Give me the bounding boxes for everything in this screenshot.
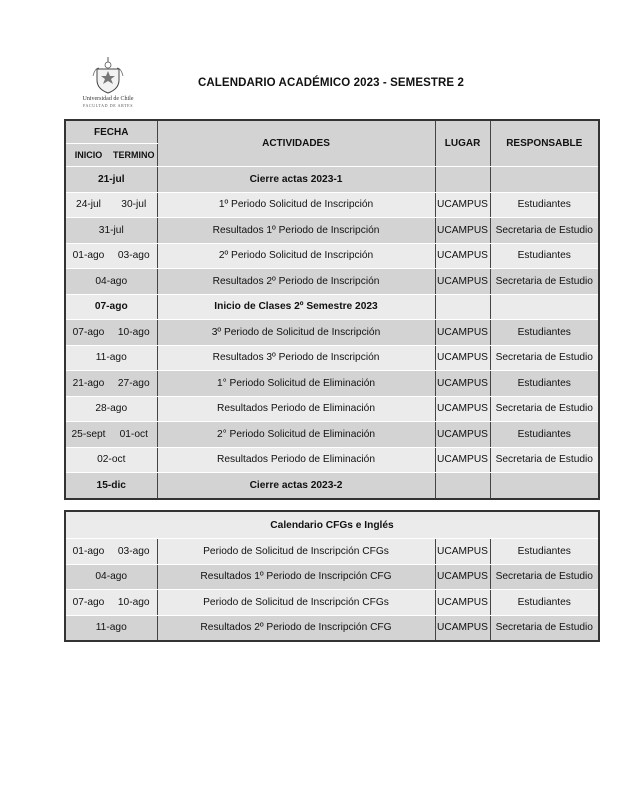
activity: 3º Periodo de Solicitud de Inscripción [157, 320, 435, 346]
col-header-termino: TERMINO [111, 144, 157, 167]
location: UCAMPUS [435, 615, 490, 641]
activity: Resultados 2º Periodo de Inscripción [157, 269, 435, 295]
date-end: 10-ago [111, 320, 157, 346]
col-header-inicio: INICIO [65, 144, 111, 167]
location: UCAMPUS [435, 243, 490, 269]
date: 11-ago [65, 615, 157, 641]
table-row [65, 564, 599, 590]
location: UCAMPUS [435, 218, 490, 244]
date: 28-ago [65, 396, 157, 422]
responsible: Estudiantes [490, 192, 599, 218]
col-header-actividades: ACTIVIDADES [157, 120, 435, 167]
activity: Cierre actas 2023-2 [157, 473, 435, 499]
col-header-responsable: RESPONSABLE [490, 120, 599, 167]
university-name: Universidad de Chile [82, 96, 134, 102]
location: UCAMPUS [435, 192, 490, 218]
location: UCAMPUS [435, 320, 490, 346]
activity: 2º Periodo Solicitud de Inscripción [157, 243, 435, 269]
activity: Resultados 1º Periodo de Inscripción CFG [157, 564, 435, 590]
table-row [65, 243, 599, 269]
date-start: 01-ago [65, 539, 111, 565]
activity: Resultados Periodo de Eliminación [157, 396, 435, 422]
date-start: 07-ago [65, 590, 111, 616]
location: UCAMPUS [435, 396, 490, 422]
table-row [65, 345, 599, 371]
date-start: 24-jul [65, 192, 111, 218]
table-row [65, 447, 599, 473]
responsible: Estudiantes [490, 422, 599, 448]
location: UCAMPUS [435, 564, 490, 590]
table-row [65, 539, 599, 565]
activity: Inicio de Clases 2º Semestre 2023 [157, 294, 435, 320]
activity: Resultados 2º Periodo de Inscripción CFG [157, 615, 435, 641]
date: 11-ago [65, 345, 157, 371]
activity: Cierre actas 2023-1 [157, 167, 435, 193]
table-row [65, 294, 599, 320]
responsible [490, 473, 599, 499]
activity: 1º Periodo Solicitud de Inscripción [157, 192, 435, 218]
location: UCAMPUS [435, 590, 490, 616]
date-end: 30-jul [111, 192, 157, 218]
table-row [65, 422, 599, 448]
table-row [65, 269, 599, 295]
activity: Periodo de Solicitud de Inscripción CFGs [157, 590, 435, 616]
table-row [65, 218, 599, 244]
location: UCAMPUS [435, 539, 490, 565]
location: UCAMPUS [435, 345, 490, 371]
cfg-calendar-table [64, 510, 600, 642]
responsible: Secretaria de Estudio [490, 218, 599, 244]
activity: 1° Periodo Solicitud de Eliminación [157, 371, 435, 397]
table-row [65, 615, 599, 641]
academic-calendar-table [64, 119, 600, 500]
table-row [65, 371, 599, 397]
responsible: Secretaria de Estudio [490, 564, 599, 590]
responsible: Secretaria de Estudio [490, 615, 599, 641]
date: 04-ago [65, 564, 157, 590]
cfg-table-title: Calendario CFGs e Inglés [65, 511, 599, 539]
activity: Resultados Periodo de Eliminación [157, 447, 435, 473]
responsible: Secretaria de Estudio [490, 396, 599, 422]
responsible: Secretaria de Estudio [490, 447, 599, 473]
responsible: Estudiantes [490, 320, 599, 346]
location: UCAMPUS [435, 371, 490, 397]
responsible: Estudiantes [490, 590, 599, 616]
table-row [65, 473, 599, 499]
date-start: 25-sept [65, 422, 111, 448]
location [435, 294, 490, 320]
activity: Periodo de Solicitud de Inscripción CFGs [157, 539, 435, 565]
page-title: CALENDARIO ACADÉMICO 2023 - SEMESTRE 2 [198, 77, 464, 89]
date-start: 01-ago [65, 243, 111, 269]
responsible [490, 294, 599, 320]
table-row [65, 167, 599, 193]
date: 31-jul [65, 218, 157, 244]
date-end: 27-ago [111, 371, 157, 397]
date: 04-ago [65, 269, 157, 295]
table-row [65, 590, 599, 616]
faculty-name: FACULTAD DE ARTES [82, 103, 134, 108]
responsible: Estudiantes [490, 243, 599, 269]
activity: 2° Periodo Solicitud de Eliminación [157, 422, 435, 448]
date-end: 01-oct [111, 422, 157, 448]
table-row [65, 320, 599, 346]
date-start: 21-ago [65, 371, 111, 397]
activity: Resultados 1º Periodo de Inscripción [157, 218, 435, 244]
date: 15-dic [65, 473, 157, 499]
date: 02-oct [65, 447, 157, 473]
table-row [65, 396, 599, 422]
responsible: Secretaria de Estudio [490, 269, 599, 295]
col-header-fecha: FECHA [65, 120, 157, 144]
date: 21-jul [65, 167, 157, 193]
location: UCAMPUS [435, 422, 490, 448]
col-header-lugar: LUGAR [435, 120, 490, 167]
location [435, 473, 490, 499]
location [435, 167, 490, 193]
date-start: 07-ago [65, 320, 111, 346]
date-end: 03-ago [111, 243, 157, 269]
location: UCAMPUS [435, 269, 490, 295]
location: UCAMPUS [435, 447, 490, 473]
responsible: Estudiantes [490, 371, 599, 397]
responsible: Secretaria de Estudio [490, 345, 599, 371]
date-end: 03-ago [111, 539, 157, 565]
date: 07-ago [65, 294, 157, 320]
responsible: Estudiantes [490, 539, 599, 565]
table-row [65, 192, 599, 218]
responsible [490, 167, 599, 193]
date-end: 10-ago [111, 590, 157, 616]
activity: Resultados 3º Periodo de Inscripción [157, 345, 435, 371]
